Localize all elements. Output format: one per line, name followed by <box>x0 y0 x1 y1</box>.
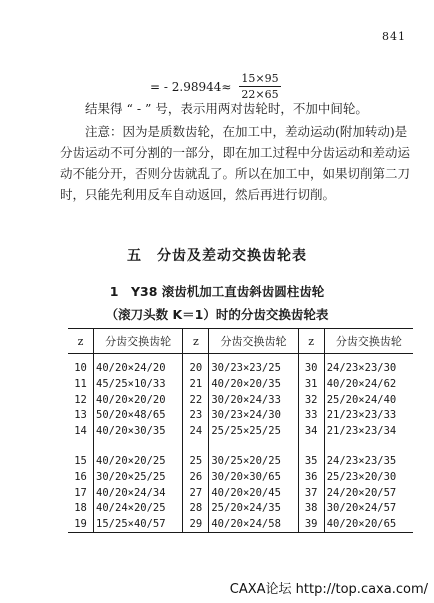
header-z-1: z <box>68 329 94 354</box>
gear-ratio-cell: 30/20×24/33 <box>209 392 298 408</box>
table-row <box>68 408 413 424</box>
gear-ratio-cell: 15/25×40/57 <box>94 516 183 532</box>
table-row <box>68 469 413 485</box>
tooth-count-cell: 36 <box>298 469 324 485</box>
tooth-count-cell: 13 <box>74 409 87 422</box>
table-row <box>68 453 413 469</box>
watermark: CAXA论坛 http://top.caxa.com/ <box>229 582 428 597</box>
table-row <box>68 392 413 408</box>
table-row <box>68 485 413 501</box>
tooth-count-cell: 37 <box>298 485 324 501</box>
gear-ratio-cell: 40/20×20/25 <box>94 453 183 469</box>
gear-ratio-cell: 30/20×24/57 <box>324 501 413 517</box>
tooth-count-cell: 23 <box>183 408 209 424</box>
gear-ratio-cell: 40/20×20/35 <box>209 376 298 392</box>
header-z-3: z <box>298 329 324 354</box>
gear-ratio-cell: 30/25×20/25 <box>209 453 298 469</box>
table-spacer-cell <box>298 439 324 453</box>
gear-ratio-cell: 21/23×23/33 <box>324 408 413 424</box>
page-number: 841 <box>382 30 406 43</box>
gear-ratio-cell: 40/20×24/62 <box>324 376 413 392</box>
gear-ratio-cell: 25/20×24/35 <box>209 501 298 517</box>
gear-ratio-cell: 50/20×48/65 <box>94 408 183 424</box>
tooth-count-cell: 21 <box>183 376 209 392</box>
table-header-row <box>68 329 413 354</box>
table-row <box>68 354 413 377</box>
tooth-count-cell: 20 <box>183 354 209 377</box>
tooth-count-cell: 28 <box>183 501 209 517</box>
gear-ratio-cell: 24/23×23/30 <box>324 354 413 377</box>
gear-table <box>68 328 413 533</box>
gear-ratio-cell: 30/20×25/25 <box>94 469 183 485</box>
gear-ratio-cell: 30/20×30/65 <box>209 469 298 485</box>
table-spacer-cell <box>94 439 183 453</box>
header-gear-3: 分齿交换齿轮 <box>324 329 413 354</box>
header-z-2: z <box>183 329 209 354</box>
formula-lhs: = - 2.98944≈ <box>150 79 232 94</box>
table-spacer-cell <box>324 439 413 453</box>
tooth-count-cell: 33 <box>298 408 324 424</box>
tooth-count-cell: 38 <box>298 501 324 517</box>
formula <box>150 72 281 101</box>
table-row <box>68 376 413 392</box>
section-title: 五 分齿及差动交换齿轮表 <box>127 248 307 264</box>
table-spacer-row <box>68 439 413 453</box>
tooth-count-cell: 11 <box>74 377 87 390</box>
result-paragraph: 结果得 “ - ” 号，表示用两对齿轮时，不加中间轮。 <box>85 101 368 116</box>
tooth-count-cell: 30 <box>298 354 324 377</box>
note-paragraph: 注意：因为是质数齿轮，在加工中，差动运动(附加转动)是分齿运动不可分割的一部分，即在加工过程中分齿运动和差动运动不能分开，否则分齿就乱了。所以在加工中，如果切削第二刀时，只能先利用反车自动返回，然后再进行切削。 <box>60 124 411 202</box>
tooth-count-cell: 25 <box>183 453 209 469</box>
tooth-count-cell: 15 <box>74 455 87 468</box>
gear-ratio-cell: 40/20×20/45 <box>209 485 298 501</box>
table-title-line1: 1 Y38 滚齿机加工直齿斜齿圆柱齿轮 <box>109 284 325 299</box>
tooth-count-cell: 34 <box>298 423 324 439</box>
tooth-count-cell: 16 <box>74 470 87 483</box>
tooth-count-cell: 29 <box>183 516 209 532</box>
gear-ratio-cell: 40/20×24/20 <box>94 354 183 377</box>
tooth-count-cell: 17 <box>74 486 87 499</box>
tooth-count-cell: 14 <box>74 425 87 438</box>
gear-ratio-cell: 24/23×23/35 <box>324 453 413 469</box>
tooth-count-cell: 12 <box>74 393 87 406</box>
tooth-count-cell: 35 <box>298 453 324 469</box>
gear-ratio-cell: 25/23×20/30 <box>324 469 413 485</box>
gear-ratio-cell: 45/25×10/33 <box>94 376 183 392</box>
tooth-count-cell: 39 <box>298 516 324 532</box>
table-spacer-cell <box>68 439 94 453</box>
gear-ratio-cell: 21/23×23/34 <box>324 423 413 439</box>
tooth-count-cell: 10 <box>74 362 87 374</box>
tooth-count-cell: 19 <box>68 516 94 532</box>
formula-denominator: 22×65 <box>241 88 279 101</box>
formula-fraction <box>239 72 280 101</box>
tooth-count-cell: 31 <box>298 376 324 392</box>
gear-ratio-cell: 40/20×24/58 <box>209 516 298 532</box>
gear-ratio-cell: 40/20×30/35 <box>94 423 183 439</box>
table-title-line2: （滚刀头数 K＝1）时的分齿交换齿轮表 <box>105 307 329 322</box>
table-spacer-cell <box>209 439 298 453</box>
gear-ratio-cell: 40/24×20/25 <box>94 501 183 517</box>
tooth-count-cell: 18 <box>74 502 87 515</box>
gear-ratio-cell: 30/23×23/25 <box>209 354 298 377</box>
tooth-count-cell: 27 <box>183 485 209 501</box>
tooth-count-cell: 22 <box>183 392 209 408</box>
gear-ratio-cell: 25/25×25/25 <box>209 423 298 439</box>
header-gear-1: 分齿交换齿轮 <box>94 329 183 354</box>
table-spacer-cell <box>183 439 209 453</box>
formula-numerator: 15×95 <box>241 72 279 85</box>
gear-ratio-cell: 30/23×24/30 <box>209 408 298 424</box>
table-row <box>68 423 413 439</box>
gear-ratio-cell: 40/20×24/34 <box>94 485 183 501</box>
gear-ratio-cell: 40/20×20/20 <box>94 392 183 408</box>
table-row <box>68 501 413 517</box>
table-row <box>68 516 413 532</box>
gear-ratio-cell: 40/20×20/65 <box>324 516 413 532</box>
gear-ratio-cell: 24/20×20/57 <box>324 485 413 501</box>
header-gear-2: 分齿交换齿轮 <box>209 329 298 354</box>
tooth-count-cell: 26 <box>183 469 209 485</box>
tooth-count-cell: 32 <box>298 392 324 408</box>
gear-ratio-cell: 25/20×24/40 <box>324 392 413 408</box>
tooth-count-cell: 24 <box>183 423 209 439</box>
